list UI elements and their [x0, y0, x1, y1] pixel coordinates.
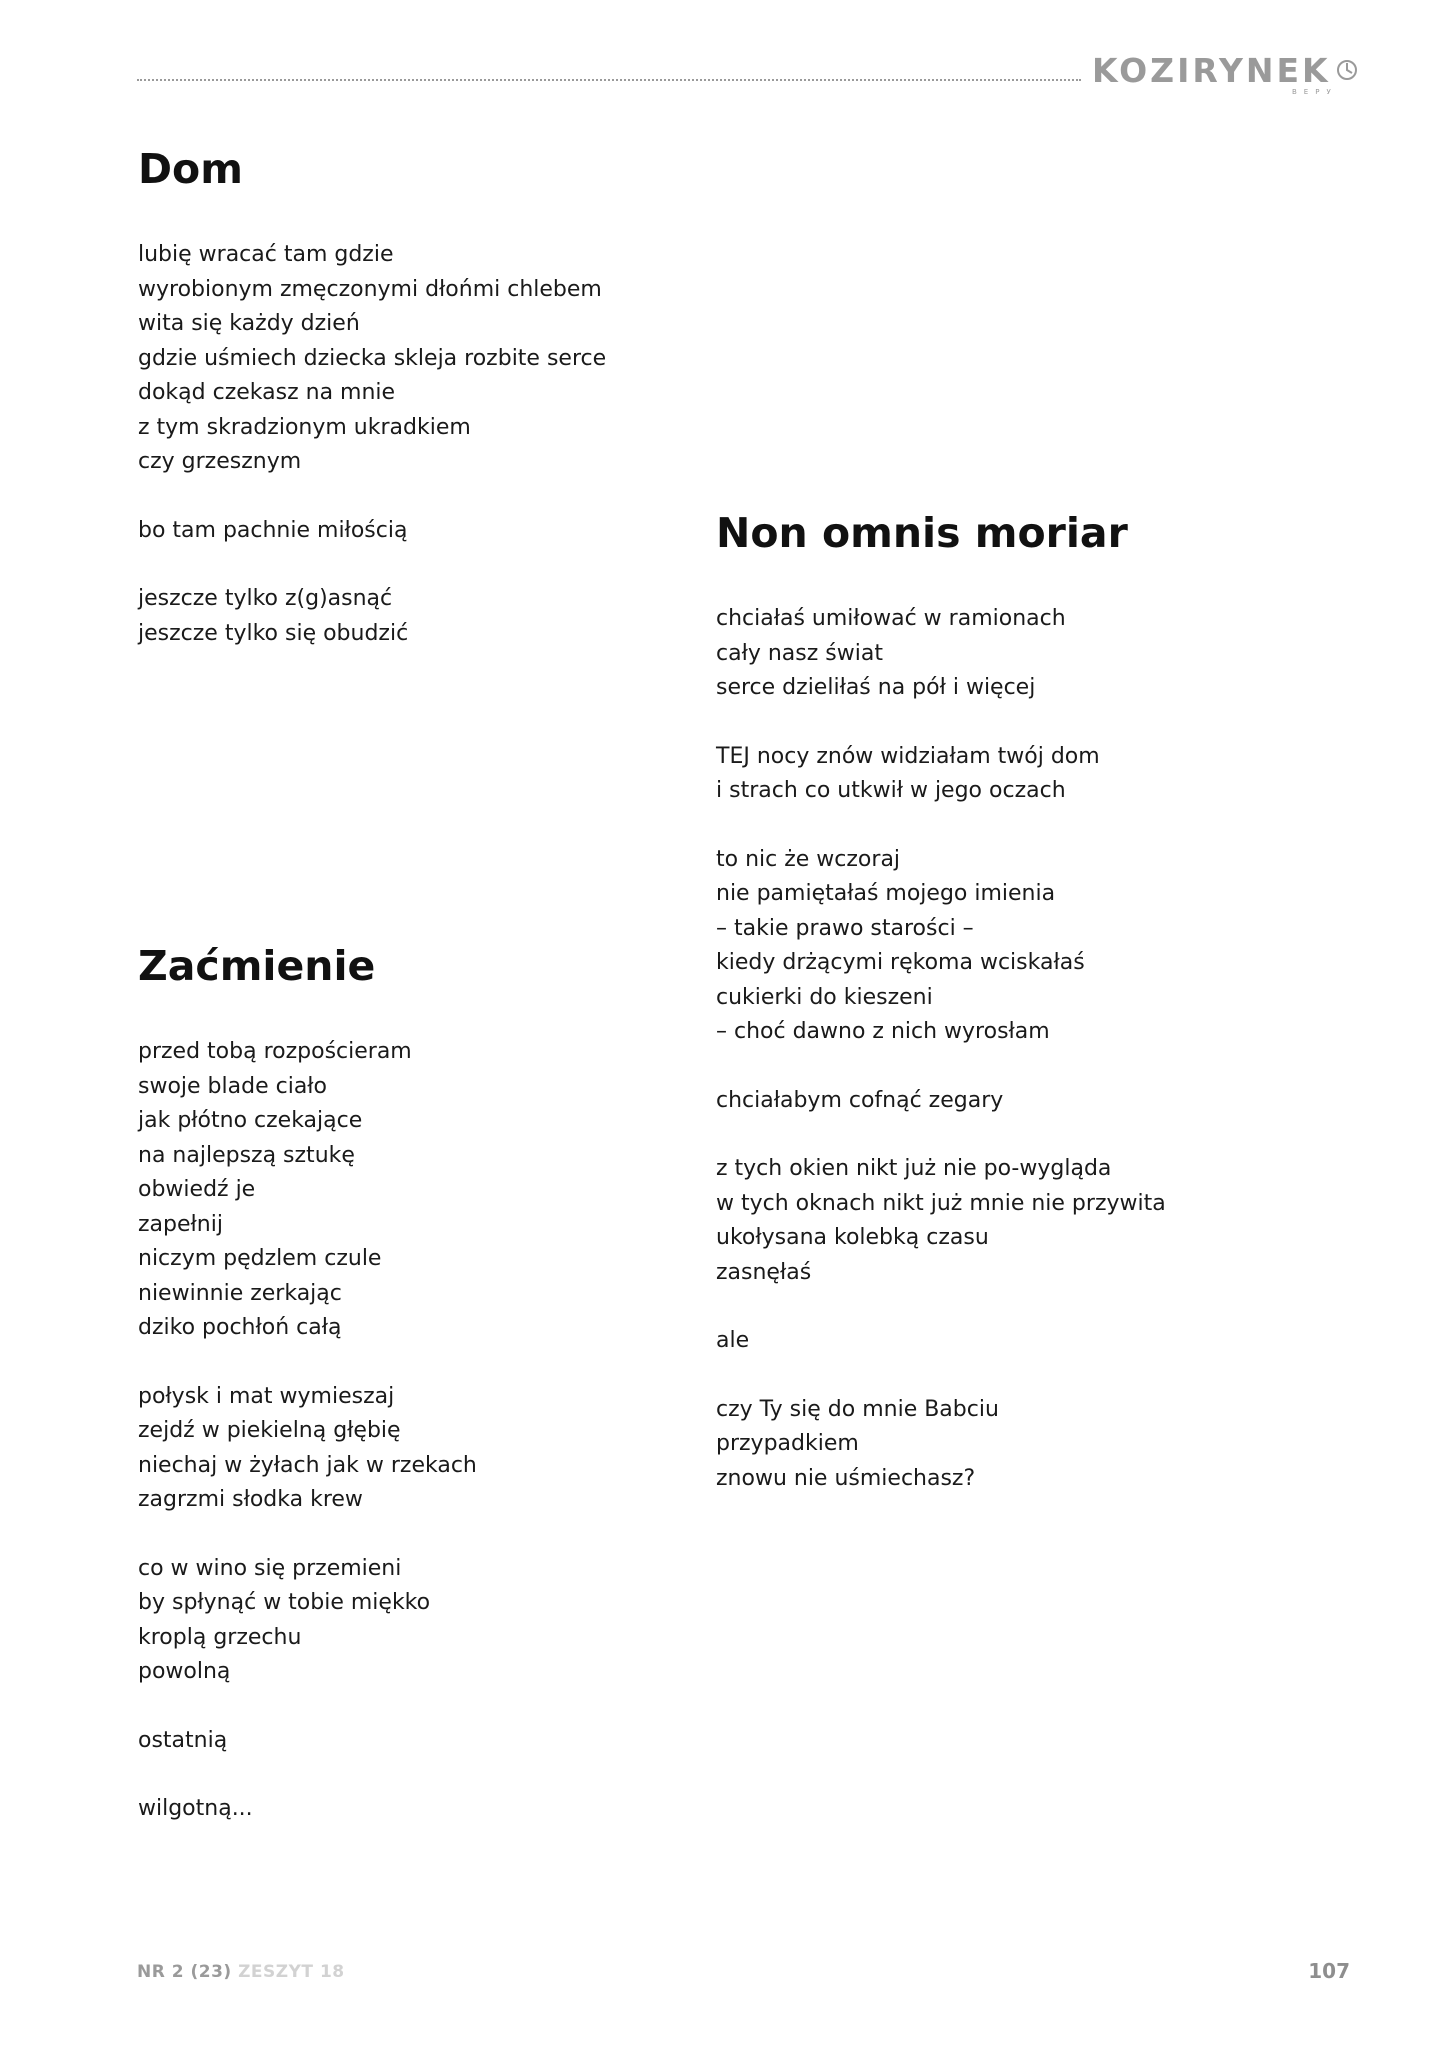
stanza [716, 1152, 1166, 1290]
poem-line: i strach co utkwił w jego oczach [716, 778, 1066, 803]
stanza [138, 1552, 477, 1690]
stanza [138, 238, 606, 480]
poem-dom [138, 144, 606, 651]
poem-line: chciałabym cofnąć zegary [716, 1087, 1004, 1113]
issue-zeszyt: ZESZYT 18 [238, 1962, 345, 1982]
poem-title: Zaćmienie [138, 942, 376, 990]
stanza [138, 1724, 477, 1759]
stanza [716, 1324, 1166, 1359]
poem-line: kroplą grzechu [138, 1624, 302, 1650]
poem-line: chciałaś umiłować w ramionach [716, 606, 1066, 631]
poem-line: jeszcze tylko się obudzić [138, 620, 409, 646]
stanza [716, 1393, 1166, 1497]
stanza [138, 514, 606, 549]
poem-line: ale [716, 1328, 750, 1353]
poem-line: przed tobą rozpościeram [138, 1039, 412, 1064]
issue-number: NR 2 (23) [137, 1962, 232, 1982]
stanza [138, 582, 606, 651]
poem-line: jeszcze tylko z(g)asnąć [138, 586, 393, 611]
poem-line: obwiedź je [138, 1177, 256, 1202]
logo-subtext: ВЕРУ [1292, 88, 1338, 96]
footer-issue [137, 1962, 345, 1982]
poem-line: nie pamiętałaś mojego imienia [716, 881, 1056, 906]
poem-line: bo tam pachnie miłością [138, 517, 408, 543]
poem-line: znowu nie uśmiechasz? [716, 1465, 976, 1491]
poem-body [138, 1035, 477, 1827]
poem-line: zejdź w piekielną głębię [138, 1418, 401, 1443]
stanza [138, 1380, 477, 1518]
poem-line: czy Ty się do mnie Babciu [716, 1396, 999, 1422]
poem-line: powolną [138, 1659, 231, 1684]
stanza [716, 740, 1166, 809]
stanza [716, 602, 1166, 706]
poem-line: kiedy drżącymi rękoma wciskałaś [716, 950, 1085, 975]
poem-line: na najlepszą sztukę [138, 1142, 355, 1168]
stanza [138, 1792, 477, 1827]
poem-body [138, 238, 606, 651]
poem-line: by spłynąć w tobie miękko [138, 1590, 431, 1615]
magazine-logo [1092, 52, 1358, 98]
page-number: 107 [1308, 1959, 1350, 1983]
poem-line: swoje blade ciało [138, 1073, 328, 1099]
poem-line: wita się każdy dzień [138, 311, 360, 336]
poem-line: to nic że wczoraj [716, 846, 901, 872]
poem-line: w tych oknach nikt już mnie nie przywita [716, 1190, 1166, 1216]
poem-body [716, 602, 1166, 1496]
poem-line: z tym skradzionym ukradkiem [138, 414, 471, 440]
poem-line: – takie prawo starości – [716, 915, 974, 941]
poem-line: wilgotną... [138, 1796, 253, 1821]
poem-line: niewinnie zerkając [138, 1280, 342, 1306]
poem-line: wyrobionym zmęczonymi dłońmi chlebem [138, 276, 602, 302]
poem-line: dokąd czekasz na mnie [138, 380, 396, 405]
poem-line: – choć dawno z nich wyrosłam [716, 1019, 1050, 1044]
poem-line: zapełnij [138, 1211, 223, 1237]
header-dotted-rule [137, 79, 1081, 81]
poem-zacmienie [138, 941, 477, 1827]
logo-text: KOZIRYNEK [1092, 51, 1331, 90]
poem-line: jak płótno czekające [138, 1108, 363, 1133]
poem-title: Non omnis moriar [716, 509, 1128, 557]
poem-line: niczym pędzlem czule [138, 1246, 382, 1271]
poem-non-omnis-moriar [716, 508, 1166, 1496]
poem-line: gdzie uśmiech dziecka skleja rozbite serce [138, 345, 607, 371]
poem-line: czy grzesznym [138, 449, 302, 474]
poem-line: cały nasz świat [716, 640, 883, 666]
poem-line: ostatnią [138, 1727, 228, 1753]
poem-line: cukierki do kieszeni [716, 984, 933, 1010]
poem-line: zasnęłaś [716, 1259, 812, 1285]
poem-line: serce dzieliłaś na pół i więcej [716, 675, 1036, 700]
poem-line: TEJ nocy znów widziałam twój dom [716, 743, 1100, 769]
poem-line: połysk i mat wymieszaj [138, 1383, 395, 1409]
poem-line: ukołysana kolebką czasu [716, 1225, 989, 1250]
poem-line: zagrzmi słodka krew [138, 1487, 363, 1512]
stanza [716, 1084, 1166, 1119]
poem-line: co w wino się przemieni [138, 1555, 402, 1581]
poem-line: lubię wracać tam gdzie [138, 242, 394, 267]
stanza [716, 843, 1166, 1050]
poem-line: niechaj w żyłach jak w rzekach [138, 1452, 477, 1478]
logo-emblem-icon [1336, 59, 1358, 81]
poem-line: przypadkiem [716, 1431, 859, 1456]
poem-line: dziko pochłoń całą [138, 1315, 342, 1340]
stanza [138, 1035, 477, 1346]
poem-line: z tych okien nikt już nie po-wygląda [716, 1156, 1112, 1181]
poem-title: Dom [138, 145, 243, 193]
